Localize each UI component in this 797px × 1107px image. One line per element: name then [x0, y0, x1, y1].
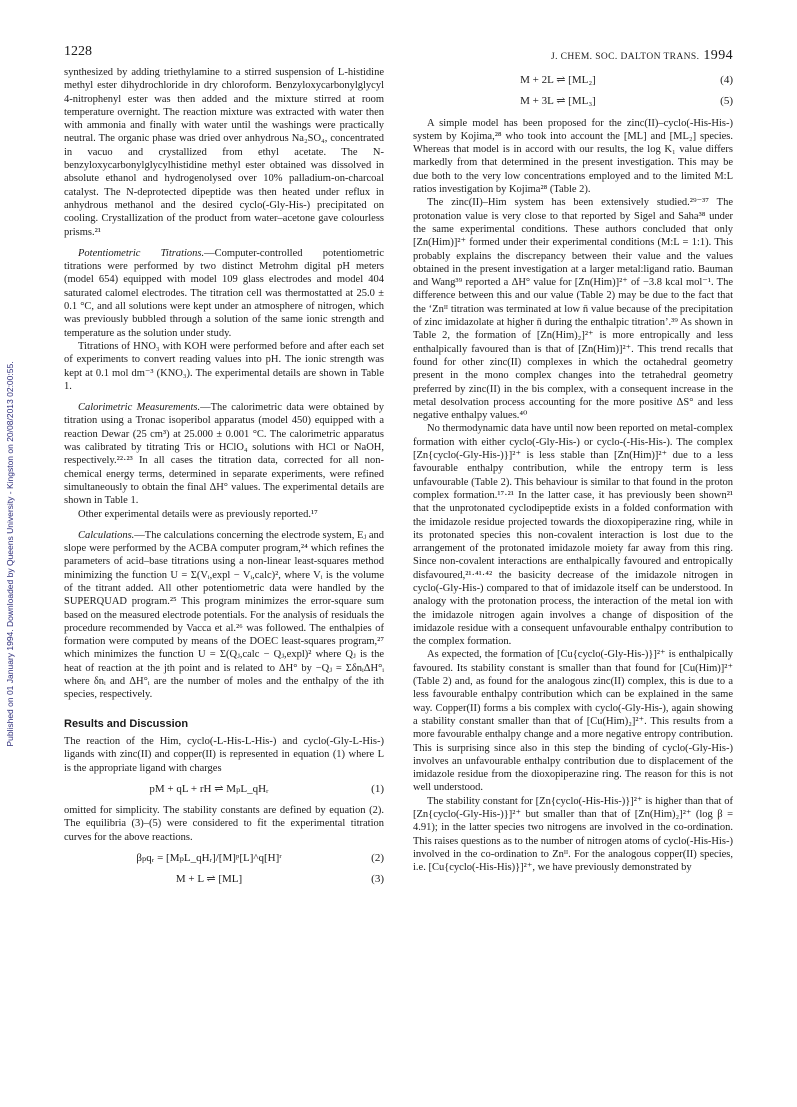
- paragraph-potentiometric: [64, 247, 384, 340]
- download-watermark: [4, 0, 16, 1107]
- download-watermark-text: Published on 01 January 1994. Downloaded by Queens University - Kingston on 20/08/2013 02:00:55.: [5, 360, 15, 747]
- equation-4-expr: M + 2L ⇌ [ML₂]: [520, 74, 596, 86]
- equation-3-number: (3): [371, 873, 384, 886]
- equation-1-expr: pM + qL + rH ⇌ MₚL_qHᵣ: [149, 782, 269, 795]
- equation-3-expr: M + L ⇌ [ML]: [175, 873, 243, 886]
- results-heading: Results and Discussion: [64, 717, 189, 730]
- section-title-potentiometric: Potentiometric Titrations.: [78, 247, 205, 259]
- left-column: [64, 66, 384, 895]
- paragraph-zinc-him: The zinc(II)–Him system has been extensively studied.²⁹⁻³⁷ The protonation value is very close to that reported by Sigel and Saha³⁸ under the same experimental conditions. These authors concluded that only [Zn(Him)]²⁺ formed under their experimental conditions (M:L = 1:1). This probably explains the discrepancy between their value and the values obtained in the present investigation at a larger metal:ligand ratio. Bauman and Wang³⁹ reported a ΔH° value for [Zn(Him)]²⁺ of −3.8 kcal mol⁻¹. The difference between this and our value (Table 2) may be due to the fact that the ‘Znᴵᴵ titration was terminated at low n̄ value because of the precipitation of zinc imidazolate at higher n̄ during the enthalpic titration’.³⁹ As shown in Table 2, the formation of [Zn(Him)₂]²⁺ is more entropically and less enthalpically favoured than is that of [Zn(Him)]²⁺. This trend recalls that found for other zinc(II) complexes in which the octahedral geometry present in the mono complex changes into the tetrahedral geometry preferred by zinc(II) in the bis complex, with a consequent increase in the metal desolvation process accounting for the more positive ΔS° and less negative enthalpy values.⁴⁰: [413, 197, 733, 422]
- paragraph-copper-complex: As expected, the formation of [Cu{cyclo(-Gly-His-)}]²⁺ is enthalpically favoured. Its stability constant is smaller than that found for [Cu(Him)]²⁺ (Table 2) and, as found for the analogous zinc(II) complex, this is due to a less favourable enthalpy contribution which can be explained in the same way. Copper(II) forms a bis complex with cyclo(-Gly-His-), again showing a stability constant smaller than that of [Cu(Him)₂]²⁺. This results from a more favourable enthalpy change and a more negative entropy contribution. This is surprising since also in this step the binding of cyclo(-Gly-His-) involves an unfavourable enthalpy contribution due to displacement of the imidazole residue from the dioxopiperazine ring. The reason for this is not well understood.: [413, 649, 733, 794]
- paragraph-zinc-his-his: The stability constant for [Zn{cyclo(-His-His-)}]²⁺ is higher than that of [Zn{cyclo(-Gly-His-)}]²⁺ but smaller than that of [Zn(Him)₂]²⁺ (log β = 4.91); in the latter species two nitrogens are involved in the co-ordination. This raises questions as to the number of nitrogen atoms of cyclo(-His-His-) involved in the co-ordination to Znᴵᴵ. For the analogous copper(II) species, i.e. [Cu{cyclo(-His-His)}]²⁺, we have previously demonstrated by: [413, 795, 733, 874]
- equation-1: [64, 783, 384, 796]
- section-title-calorimetric: Calorimetric Measurements.: [78, 402, 201, 414]
- journal-header: [551, 48, 733, 64]
- right-column: [413, 66, 733, 875]
- paragraph-thermodynamic: No thermodynamic data have until now been reported on metal-complex formation with either cyclo(-Gly-His-) or cyclo-(-His-His-). The complex [Zn{cyclo(-Gly-His-)}]²⁺ is less stable than [Zn(Him)]²⁺ due to a less favourable enthalpy contribution, while the entropy term is less unfavourable (Table 2). This behaviour is similar to that found in the proton complex formation.¹⁷·²¹ In the latter case, it has previously been shown²¹ that the unprotonated cyclodipeptide exists in a folded conformation with the imidazole residue projected towards the dioxopiperazine ring, while in its protonated species this non-covalent interaction is lost due to the arrangement of the protonated imidazole moiety far away from this ring. Since non-covalent interactions are enthalpically favoured and entropically disfavoured,²¹·⁴¹·⁴² the basicity decrease of the imidazole nitrogen in cyclo(-Gly-His-) compared to that of imidazole itself can be understood. In analogy with the protonation process, the interaction of the metal ion with the imidazole nitrogen again involves a change of disposition of the imidazole residue with a consequent unfavourable enthalpy contribution to the complex formation.: [413, 423, 733, 648]
- equation-3: [64, 873, 384, 886]
- paragraph-other-details: Other experimental details were as previously reported.¹⁷: [78, 508, 318, 520]
- section-body-calorimetric: —The calorimetric data were obtained by titration using a Tronac isoperibol apparatus (model 450) equipped with a reaction Dewar (25 cm³) at 25.000 ± 0.001 °C. The calorimetric apparatus was calibrated by titrating Tris or HClO₄ solutions with HCl or NaOH, respectively.²²·²³ In all cases the titration data, corrected for all non-chemical energy terms, determined in separate experiments, were refined simultaneously to obtain the final ΔH° values. The experimental details are shown in Table 1.: [64, 402, 384, 507]
- equation-2-number: (2): [371, 852, 384, 865]
- equation-5-number: (5): [720, 95, 733, 108]
- paragraph-calculations: [64, 529, 384, 702]
- section-title-calculations: Calculations.: [78, 529, 135, 541]
- journal-year: 1994: [703, 48, 733, 63]
- equation-4: [413, 74, 733, 87]
- page-number: 1228: [64, 44, 92, 59]
- equation-5-expr: M + 3L ⇌ [ML₃]: [520, 95, 596, 108]
- section-body-calculations: —The calculations concerning the electrode system, Eⱼ and slope were performed by the ACBA computer program,²⁴ which refines the parameters of acid–base titrations using a non-linear least-squares method minimizing the function U = Σ(Vᵢ,expl − Vᵢ,calc)², where Vᵢ is the volume of the titrant added. All other potentiometric data were handled by the SUPERQUAD program.²⁵ This program minimizes the error-square sum based on the measured electrode potentials. For the analysis of residuals the procedure recommended by Vacca et al.²⁶ was followed. The enthalpies of formation were computed by means of the DOEC least-squares program,²⁷ which minimizes the function U = Σ(Qⱼ,calc − Qⱼ,expl)² where Qⱼ is the heat of reaction at the jth point and is related to ΔH° by −Qⱼ = ΣδnᵢΔH°ᵢ where δnᵢ and ΔH°ᵢ are the number of moles and the enthalpy of the ith species, respectively.: [64, 529, 384, 701]
- equation-4-number: (4): [720, 74, 733, 86]
- equation-2: [64, 852, 384, 865]
- equation-2-expr: βₚqᵣ = [MₚL_qHᵣ]/[M]ᵖ[L]^q[H]ʳ: [136, 852, 282, 865]
- paragraph-kojima-model: A simple model has been proposed for the zinc(II)–cyclo(-His-His-) system by Kojima,²⁸ who took into account the [ML] and [ML₂] species. Whereas that model is in accord with our results, the log K₁ value differs markedly from that determined in the present investigation. This may be due both to the very low concentrations employed and to the limited M:L ratios investigation by Kojima²⁸ (Table 2).: [413, 117, 733, 196]
- equation-5: [413, 95, 733, 108]
- paragraph-results-intro: The reaction of the Him, cyclo(-L-His-L-His-) and cyclo(-Gly-L-His-) ligands with zinc(II) and copper(II) is represented in equation (1) where L is the appropriate ligand with charges: [64, 735, 384, 774]
- paragraph-synthesis: synthesized by adding triethylamine to a stirred suspension of L-histidine methyl ester dihydrochloride in dry chloroform. Benzyloxycarbonylglycyl 4-nitrophenyl ester was then added and the mixture stirred at room temperature overnight. The reaction mixture was extracted with water then with ammonia and finally with water until the washings were practically neutral. The organic phase was dried over anhydrous Na₂SO₄, concentrated in vacuo and crystallized from ethyl acetate. The N-benzyloxycarbonylglycylhistidine methyl ester obtained was dissolved in absolute ethanol and hydrogenolysed over 10% palladium-on-charcoal catalyst. The N-deprotected dipeptide was then heated under reflux in anhydrous methanol and the desired cyclo(-Gly-His-) precipitated on cooling. Crystallization of the product from water–acetone gave colourless prisms.²¹: [64, 67, 384, 238]
- paragraph-calorimetric: [64, 401, 384, 507]
- journal-name: J. CHEM. SOC. DALTON TRANS.: [550, 52, 700, 62]
- equation-1-number: (1): [371, 782, 384, 795]
- paragraph-titrations: Titrations of HNO₃ with KOH were performed before and after each set of experiments to convert reading values into pH. The ionic strength was kept at 0.1 mol dm⁻³ (KNO₃). The experimental details are shown in Table 1.: [64, 340, 384, 392]
- section-body-potentiometric: —Computer-controlled potentiometric titrations were performed by two distinct Metrohm digital pH meters (model 654) equipped with model 109 glass electrodes and model 404 saturated calomel electrodes. The titration cell was thermostatted at 25.0 ± 0.1 °C, and all solutions were kept under an atmosphere of nitrogen, which was previously bubbled through a solution of the same ionic strength and temperature as the solution under study.: [64, 247, 384, 339]
- paragraph-stability: omitted for simplicity. The stability constants are defined by equation (2). The equilibria (3)–(5) were considered to fit the experimental titration curves for the above reactions.: [64, 805, 384, 843]
